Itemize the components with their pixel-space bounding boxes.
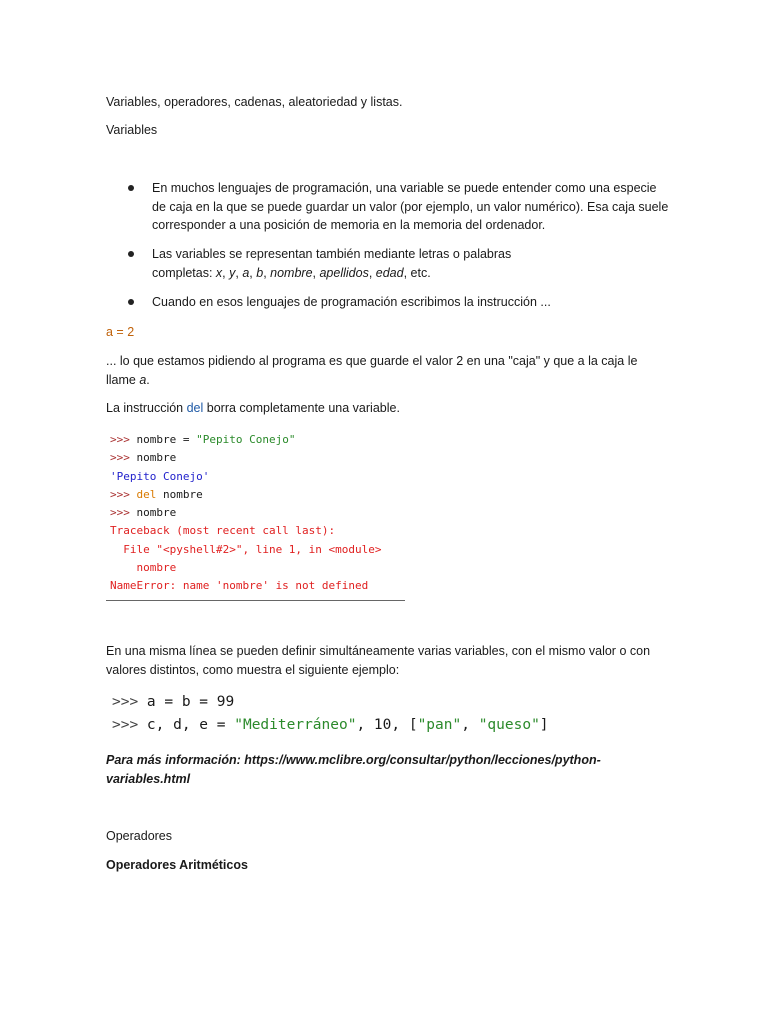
del-keyword: del xyxy=(186,401,204,415)
more-info-link[interactable]: Para más información: https://www.mclibre.org/consultar/python/lecciones/python-variables.html xyxy=(106,753,601,786)
shell-line xyxy=(110,577,382,595)
code-token-plain: nombre xyxy=(156,487,203,501)
example-name-edad: edad xyxy=(375,265,404,280)
code-line xyxy=(112,691,549,714)
code-token-plain: nombre = xyxy=(136,433,197,446)
document-heading: Variables, operadores, cadenas, aleatoriedad y listas. xyxy=(106,95,403,109)
shell-line xyxy=(110,431,382,449)
section-title-operadores-aritmeticos: Operadores Aritméticos xyxy=(106,858,248,872)
code-line xyxy=(112,714,549,737)
code-token-out: 'Pepito Conejo' xyxy=(110,469,210,483)
code-token-prompt: >>> xyxy=(112,717,147,733)
shell-line xyxy=(110,541,382,559)
code-token-err: File "<pyshell#2>", line 1, in <module> xyxy=(110,542,382,556)
code-token-prompt: >>> xyxy=(110,506,137,520)
del-sentence-before: La instrucción xyxy=(106,401,187,415)
code-token-prompt: >>> xyxy=(110,451,137,465)
explanation-paragraph xyxy=(106,352,666,389)
code-token-plain: ] xyxy=(539,717,549,733)
explanation-variable: a xyxy=(139,372,147,387)
example-name-b: b xyxy=(256,265,264,280)
shell-line xyxy=(110,522,382,540)
bullet-lead-text: Las variables se representan también mediante letras o palabras completas: xyxy=(152,247,512,280)
code-divider-line xyxy=(106,600,405,601)
example-name-apellidos: apellidos xyxy=(319,265,369,280)
shell-line xyxy=(110,468,382,486)
code-token-err: NameError: name 'nombre' is not defined xyxy=(110,579,369,593)
multi-assign-code xyxy=(112,691,549,737)
example-name-a: a xyxy=(242,265,250,280)
code-token-plain: c, d, e = xyxy=(146,717,235,733)
code-token-prompt: >>> xyxy=(110,487,137,501)
code-token-str: "Mediterráneo" xyxy=(234,717,357,733)
section-title-operadores: Operadores xyxy=(106,829,173,843)
bullet-dot xyxy=(128,251,134,257)
shell-line xyxy=(110,449,382,467)
code-token-err: nombre xyxy=(110,561,177,575)
shell-line xyxy=(110,486,382,504)
code-token-plain: , 10, [ xyxy=(356,717,418,733)
code-token-prompt: >>> xyxy=(110,433,137,446)
code-token-plain: nombre xyxy=(136,451,177,465)
code-token-err: Traceback (most recent call last): xyxy=(110,524,336,538)
shell-line xyxy=(110,504,382,522)
example-name-y: y xyxy=(229,265,236,280)
bullet-item-instruction: Cuando en esos lenguajes de programación escribimos la instrucción ... xyxy=(152,295,551,309)
explanation-end: . xyxy=(146,372,150,387)
python-shell-session xyxy=(110,431,382,596)
bullet-item-variable-names: Las variables se representan también mediante letras o palabras completas: x, y, a, b, nombre, apellidos, edad, etc. xyxy=(152,247,512,280)
code-token-prompt: >>> xyxy=(112,694,147,710)
code-token-plain: nombre xyxy=(136,506,177,520)
bullet-dot xyxy=(128,185,134,191)
shell-line xyxy=(110,559,382,577)
del-sentence-after: borra completamente una variable. xyxy=(203,401,400,415)
code-token-plain: a = b = 99 xyxy=(146,694,235,710)
code-token-str: "queso" xyxy=(478,717,540,733)
code-token-plain: , xyxy=(461,717,479,733)
explanation-text: ... lo que estamos pidiendo al programa es que guarde el valor 2 en una "caja" y que a la caja le llame xyxy=(106,354,638,387)
bullet-dot xyxy=(128,299,134,305)
section-title-variables: Variables xyxy=(106,123,158,137)
multi-assign-paragraph: En una misma línea se pueden definir simultáneamente varias variables, con el mismo valor o con valores distintos, como muestra el siguiente ejemplo: xyxy=(106,644,651,677)
example-name-x: x xyxy=(215,265,223,280)
example-name-nombre: nombre xyxy=(270,265,313,280)
del-sentence xyxy=(106,399,400,417)
assignment-example: a = 2 xyxy=(106,325,135,339)
code-token-str: "Pepito Conejo" xyxy=(196,433,296,446)
bullet-tail-text: etc. xyxy=(410,265,431,280)
code-token-kw: del xyxy=(136,487,157,501)
code-token-str: "pan" xyxy=(417,717,462,733)
bullet-item-variable-definition: En muchos lenguajes de programación, una variable se puede entender como una especie de caja en la que se puede guardar un valor (por ejemplo, un valor numérico). Esa caja suele corresponder a una posición de memoria en la memoria del ordenador. xyxy=(152,181,669,232)
